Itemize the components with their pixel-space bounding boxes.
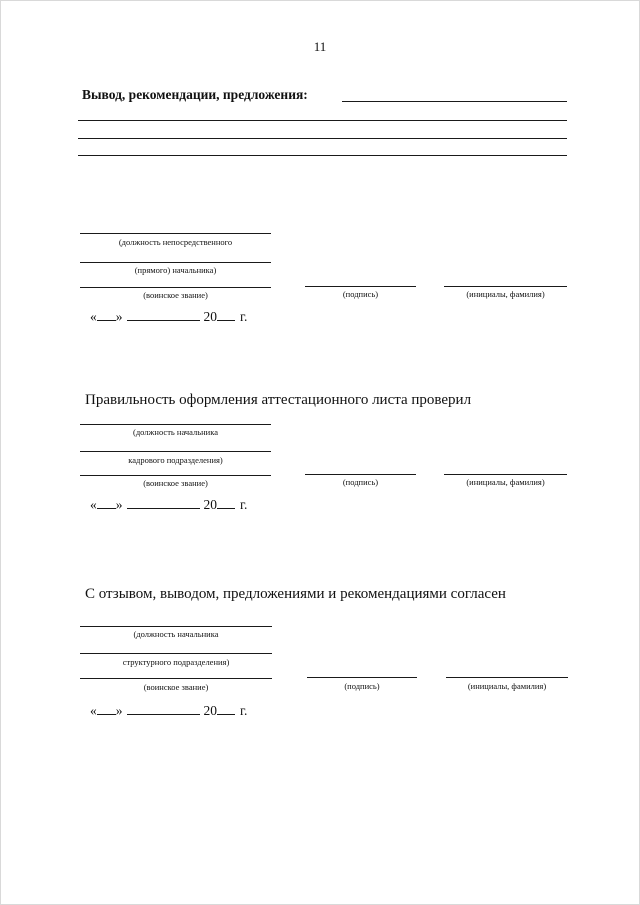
year-blank[interactable] [217, 703, 235, 715]
year-suffix: г. [240, 497, 248, 512]
year-prefix: 20 [203, 497, 217, 512]
date-open-quote: « [90, 703, 97, 718]
position-field-1a[interactable] [80, 233, 271, 234]
position-field-3b[interactable] [80, 653, 272, 654]
conclusion-line-2[interactable] [78, 120, 567, 121]
rank-caption-2: (воинское звание) [143, 478, 208, 488]
month-blank[interactable] [127, 309, 200, 321]
signature-field-2[interactable] [305, 474, 416, 475]
date-close-quote: » [115, 703, 123, 718]
name-field-2[interactable] [444, 474, 567, 475]
agreement-heading: С отзывом, выводом, предложениями и рекомендациями согласен [85, 586, 506, 602]
rank-caption-3: (воинское звание) [143, 682, 209, 692]
signature-field-3[interactable] [307, 677, 417, 678]
year-suffix: г. [240, 309, 248, 324]
conclusion-line-4[interactable] [78, 155, 567, 156]
position-field-3a[interactable] [80, 626, 272, 627]
day-blank[interactable] [97, 309, 116, 321]
position-caption-1a: (должность непосредственного [118, 237, 233, 247]
date-open-quote: « [90, 309, 97, 324]
year-suffix: г. [240, 703, 248, 718]
page-number: 11 [313, 39, 327, 54]
conclusion-line-3[interactable] [78, 138, 567, 139]
date-close-quote: » [115, 309, 123, 324]
year-prefix: 20 [203, 309, 217, 324]
position-caption-1b: (прямого) начальника) [134, 265, 217, 275]
conclusion-heading: Вывод, рекомендации, предложения: [82, 87, 308, 102]
month-blank[interactable] [127, 497, 200, 509]
year-blank[interactable] [217, 497, 235, 509]
conclusion-line-first[interactable] [342, 101, 567, 102]
position-caption-2b: кадрового подразделения) [128, 455, 223, 465]
date-open-quote: « [90, 497, 97, 512]
position-caption-3b: структурного подразделения) [122, 657, 230, 667]
position-field-2a[interactable] [80, 424, 271, 425]
date-line-2[interactable] [90, 497, 247, 513]
month-blank[interactable] [127, 703, 200, 715]
date-close-quote: » [115, 497, 123, 512]
signature-caption-2: (подпись) [342, 477, 379, 487]
rank-field-2[interactable] [80, 475, 271, 476]
position-field-1b[interactable] [80, 262, 271, 263]
name-caption-1: (инициалы, фамилия) [466, 289, 545, 299]
signature-caption-1: (подпись) [342, 289, 379, 299]
rank-field-1[interactable] [80, 287, 271, 288]
name-field-3[interactable] [446, 677, 568, 678]
year-blank[interactable] [217, 309, 235, 321]
day-blank[interactable] [97, 497, 116, 509]
rank-caption-1: (воинское звание) [143, 290, 208, 300]
position-caption-2a: (должность начальника [133, 427, 218, 437]
day-blank[interactable] [97, 703, 116, 715]
signature-caption-3: (подпись) [344, 681, 380, 691]
name-caption-2: (инициалы, фамилия) [466, 477, 545, 487]
date-line-1[interactable] [90, 309, 247, 325]
name-caption-3: (инициалы, фамилия) [467, 681, 547, 691]
signature-field-1[interactable] [305, 286, 416, 287]
position-field-2b[interactable] [80, 451, 271, 452]
name-field-1[interactable] [444, 286, 567, 287]
hr-check-heading: Правильность оформления аттестационного листа проверил [85, 392, 472, 408]
date-line-3[interactable] [90, 703, 247, 719]
year-prefix: 20 [203, 703, 217, 718]
rank-field-3[interactable] [80, 678, 272, 679]
position-caption-3a: (должность начальника [133, 629, 219, 639]
